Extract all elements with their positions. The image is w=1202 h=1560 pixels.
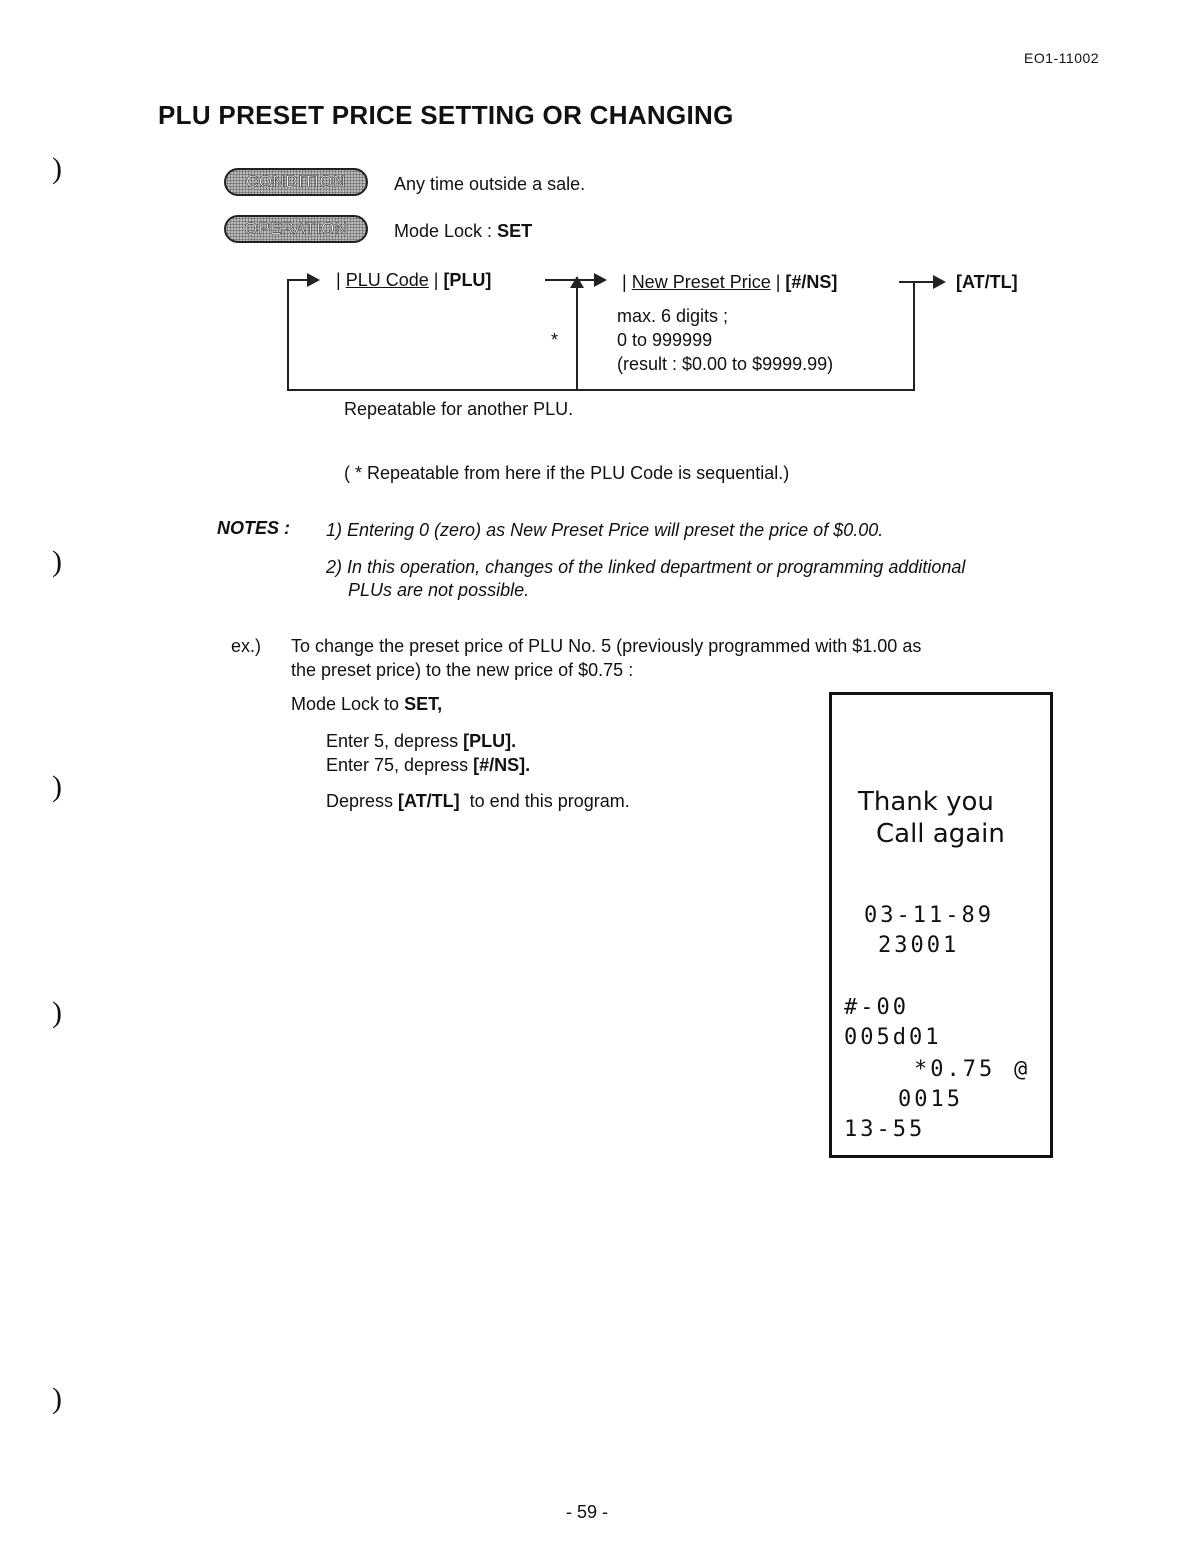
loop-line-right — [913, 281, 915, 391]
example-line1: To change the preset price of PLU No. 5 (previously programmed with $1.00 as — [291, 636, 922, 656]
receipt-line-4: 0015 — [898, 1087, 963, 1112]
margin-mark: ) — [52, 770, 62, 803]
operation-badge: OPERATION — [224, 215, 368, 243]
receipt-thanks: Thank you — [858, 787, 994, 817]
example-step2: Enter 75, depress [#/NS]. — [326, 755, 531, 775]
receipt-date: 03-11-89 — [864, 903, 994, 928]
loop-line-middle — [576, 286, 578, 390]
arrow-head-icon — [307, 273, 320, 287]
arrow-head-icon — [933, 275, 946, 289]
page-title: PLU PRESET PRICE SETTING OR CHANGING — [158, 100, 734, 130]
receipt-line-2: 005d01 — [844, 1025, 942, 1050]
condition-badge: CONDITION — [224, 168, 368, 196]
arrow-head-icon — [594, 273, 607, 287]
example-step1: Enter 5, depress [PLU]. — [326, 731, 517, 751]
receipt-price: *0.75 — [914, 1057, 996, 1082]
repeat-label: Repeatable for another PLU. — [344, 399, 574, 419]
arrow-up-icon — [570, 276, 584, 288]
receipt-line-1: #-00 — [844, 995, 909, 1020]
attl-key: [AT/TL] — [956, 272, 1018, 292]
receipt-store: 23001 — [878, 933, 960, 958]
margin-mark: ) — [52, 152, 62, 185]
receipt-line-5: 13-55 — [844, 1117, 926, 1142]
arrow-line — [899, 281, 935, 283]
margin-mark: ) — [52, 545, 62, 578]
note-2-line1: 2) In this operation, changes of the linked department or programming additional — [326, 557, 966, 577]
note-1: 1) Entering 0 (zero) as New Preset Price will preset the price of $0.00. — [326, 520, 884, 540]
price-limits — [617, 304, 833, 376]
example-step3: Depress [AT/TL] to end this program. — [326, 791, 630, 811]
example-mode: Mode Lock to SET, — [291, 694, 443, 714]
loop-line-left — [287, 279, 289, 390]
loop-line-top-left — [287, 279, 309, 281]
margin-mark: ) — [52, 996, 62, 1029]
receipt-call-again: Call again — [876, 819, 1005, 849]
new-price-step: | New Preset Price | [#/NS] — [622, 272, 838, 292]
receipt-at: @ — [1014, 1057, 1031, 1082]
limit-line: (result : $0.00 to $9999.99) — [617, 354, 834, 374]
page-number: - 59 - — [566, 1502, 609, 1522]
receipt — [829, 692, 1053, 1158]
limit-line: max. 6 digits ; — [617, 306, 729, 326]
example-label: ex.) — [231, 636, 262, 656]
loop-line-bottom — [287, 389, 915, 391]
operation-text: Mode Lock : SET — [394, 221, 533, 241]
condition-text: Any time outside a sale. — [394, 174, 586, 194]
example-line2: the preset price) to the new price of $0.75 : — [291, 660, 634, 680]
plu-code-step: | PLU Code | [PLU] — [336, 270, 492, 290]
notes-label: NOTES : — [217, 518, 291, 538]
document-id: EO1-11002 — [1024, 50, 1100, 66]
footnote: ( * Repeatable from here if the PLU Code is sequential.) — [344, 463, 790, 483]
margin-mark: ) — [52, 1382, 62, 1415]
sequential-star: * — [551, 330, 559, 350]
note-2-line2: PLUs are not possible. — [348, 580, 530, 600]
limit-line: 0 to 999999 — [617, 330, 713, 350]
